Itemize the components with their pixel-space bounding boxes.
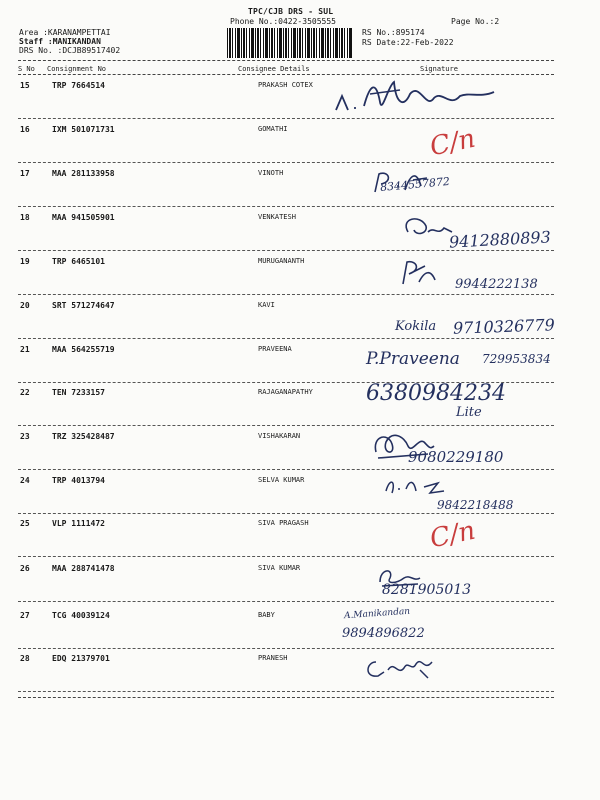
- handwritten-phone-18: 9412880893: [448, 227, 552, 252]
- table-row: [0, 612, 600, 655]
- red-cn-stamp-25: C/n: [427, 515, 479, 555]
- row-consignment: TRZ 325428487: [52, 432, 115, 441]
- row-sno: 20: [20, 301, 30, 310]
- handwritten-signature-21: P.Praveena: [366, 349, 460, 369]
- row-consignee: SELVA KUMAR: [258, 476, 305, 484]
- page-number: Page No.:2: [451, 17, 500, 26]
- row-divider: [18, 425, 554, 426]
- row-consignment: TEN 7233157: [52, 388, 105, 397]
- table-row: [0, 565, 600, 608]
- table-row: [0, 655, 600, 698]
- header-divider: [18, 60, 554, 61]
- row-sno: 24: [20, 476, 30, 485]
- row-divider: [18, 206, 554, 207]
- table-row: [0, 123, 600, 169]
- signature-scribble-28: [362, 650, 442, 684]
- row-sno: 18: [20, 213, 30, 222]
- row-sno: 17: [20, 169, 30, 178]
- handwritten-phone-24: 9842218488: [437, 498, 514, 512]
- handwritten-phone-21: 729953834: [482, 352, 551, 366]
- row-consignee: GOMATHI: [258, 125, 288, 133]
- row-sno: 28: [20, 654, 30, 663]
- red-cn-stamp-16: C/n: [427, 123, 479, 163]
- handwritten-phone-22: 6380984234: [366, 381, 506, 406]
- row-consignee: VINOTH: [258, 169, 284, 177]
- signature-scribble-24: [380, 473, 460, 499]
- row-sno: 26: [20, 564, 30, 573]
- row-consignee: KAVI: [258, 301, 275, 309]
- table-row: [0, 170, 600, 213]
- row-divider: [18, 556, 554, 557]
- row-divider: [18, 294, 554, 295]
- row-consignment: IXM 501071731: [52, 125, 115, 134]
- handwritten-phone-20: 9710326779: [452, 315, 556, 338]
- table-row: [0, 433, 600, 476]
- handwritten-phone-27: 9894896822: [342, 626, 425, 641]
- row-divider: [18, 162, 554, 163]
- row-consignment: MAA 941505901: [52, 213, 115, 222]
- row-sno: 22: [20, 388, 30, 397]
- row-divider: [18, 691, 554, 692]
- row-sno: 21: [20, 345, 30, 354]
- handwritten-phone-19: 9944222138: [455, 277, 538, 292]
- row-consignment: TRP 6465101: [52, 257, 105, 266]
- table-row: [0, 389, 600, 432]
- handwritten-signature-20: Kokila: [395, 319, 437, 334]
- phone-number: Phone No.:0422-3505555: [230, 17, 336, 26]
- col-sno: S No: [18, 65, 35, 73]
- handwritten-note-22: Lite: [456, 405, 482, 420]
- table-row: [0, 82, 600, 125]
- col-signature: Signature: [420, 65, 458, 73]
- signature-scribble-15: [330, 74, 500, 122]
- row-consignee: PRAVEENA: [258, 345, 292, 353]
- handwritten-phone-26: 8281905013: [382, 582, 472, 598]
- handwritten-phone-17: 8344557872: [379, 174, 451, 195]
- row-consignment: TRP 4013794: [52, 476, 105, 485]
- row-divider: [18, 601, 554, 602]
- handwritten-phone-23: 9080229180: [408, 448, 504, 466]
- row-consignment: EDQ 21379701: [52, 654, 110, 663]
- row-consignee: PRAKASH COTEX: [258, 81, 313, 89]
- staff-label: Staff :MANIKANDAN: [19, 37, 101, 46]
- signature-scribble-19: [395, 256, 445, 288]
- row-consignment: VLP 1111472: [52, 519, 105, 528]
- col-consignee: Consignee Details: [238, 65, 310, 73]
- row-sno: 27: [20, 611, 30, 620]
- row-consignment: TCG 40039124: [52, 611, 110, 620]
- row-consignee: SIVA PRAGASH: [258, 519, 309, 527]
- handwritten-signature-27: A.Manikandan: [343, 606, 411, 622]
- rs-number: RS No.:895174: [362, 28, 425, 37]
- row-sno: 23: [20, 432, 30, 441]
- row-consignment: MAA 281133958: [52, 169, 115, 178]
- barcode: [227, 28, 352, 58]
- row-sno: 16: [20, 125, 30, 134]
- row-consignment: MAA 564255719: [52, 345, 115, 354]
- row-divider: [18, 648, 554, 649]
- row-consignee: SIVA KUMAR: [258, 564, 301, 572]
- row-consignment: SRT 571274647: [52, 301, 115, 310]
- row-consignee: MURUGANANTH: [258, 257, 305, 265]
- footer-divider: [18, 697, 554, 698]
- row-consignee: BABY: [258, 611, 275, 619]
- row-consignee: VENKATESH: [258, 213, 296, 221]
- row-sno: 25: [20, 519, 30, 528]
- col-consignment: Consignment No: [47, 65, 107, 73]
- row-sno: 19: [20, 257, 30, 266]
- area-label: Area :KARANAMPETTAI: [19, 28, 111, 37]
- sheet-title: TPC/CJB DRS - SUL: [248, 7, 334, 16]
- row-consignee: RAJAGANAPATHY: [258, 388, 313, 396]
- row-consignment: MAA 288741478: [52, 564, 115, 573]
- row-divider: [18, 338, 554, 339]
- row-consignee: PRANESH: [258, 654, 288, 662]
- row-consignee: VISHAKARAN: [258, 432, 301, 440]
- rs-date: RS Date:22-Feb-2022: [362, 38, 454, 47]
- row-sno: 15: [20, 81, 30, 90]
- drs-number: DRS No. :DCJB89517402: [19, 46, 121, 55]
- table-row: [0, 520, 600, 563]
- row-consignment: TRP 7664514: [52, 81, 105, 90]
- row-divider: [18, 469, 554, 470]
- row-divider: [18, 513, 554, 514]
